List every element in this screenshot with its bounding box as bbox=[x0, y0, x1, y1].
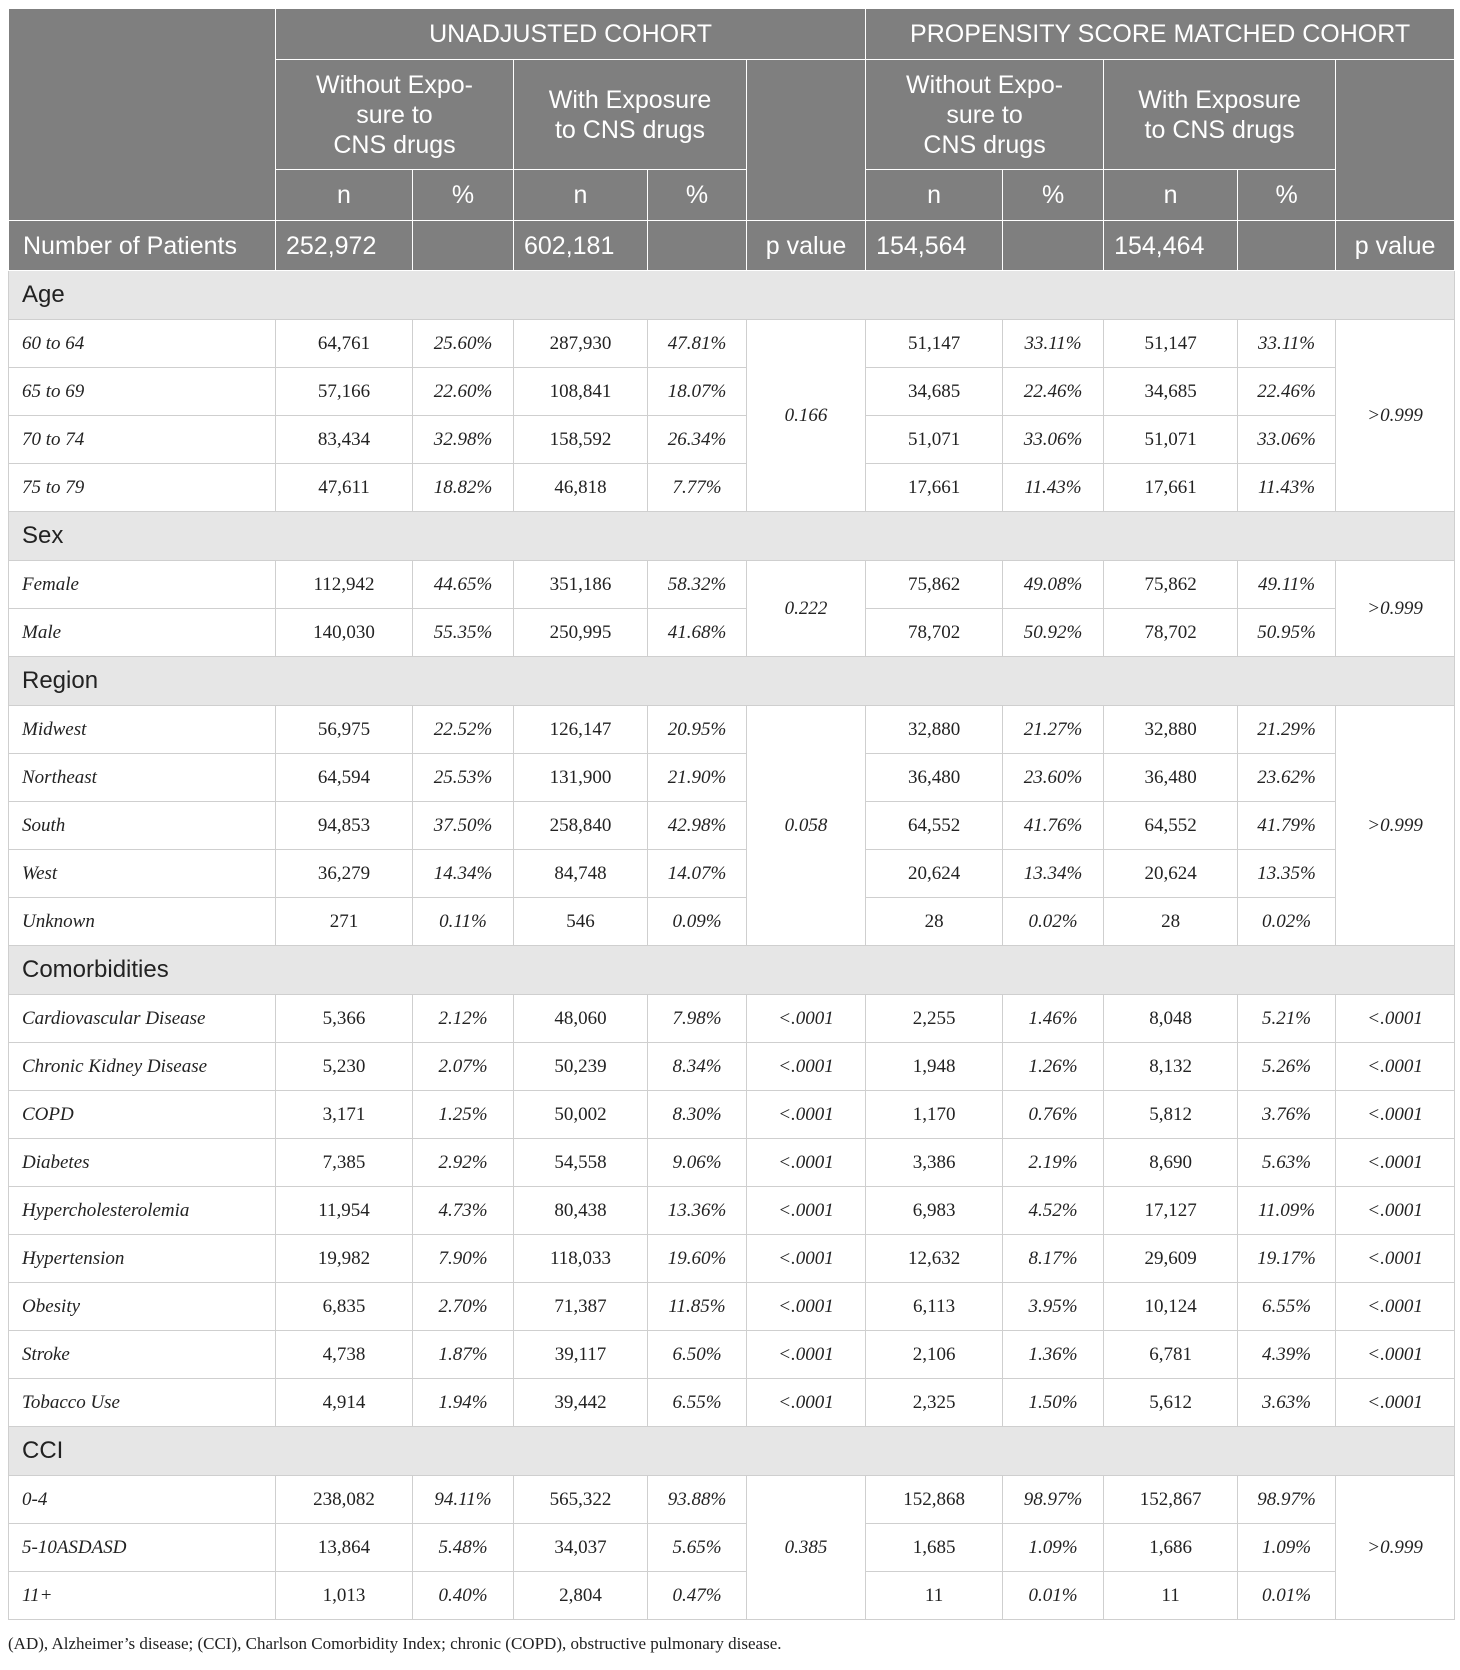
count-cell: 1,013 bbox=[276, 1572, 413, 1620]
count-cell: 158,592 bbox=[514, 416, 648, 464]
percent-cell: 47.81% bbox=[648, 320, 747, 368]
matched-p-value: <.0001 bbox=[1336, 1283, 1455, 1331]
count-cell: 20,624 bbox=[866, 850, 1003, 898]
percent-cell: 23.62% bbox=[1238, 754, 1336, 802]
count-cell: 3,386 bbox=[866, 1139, 1003, 1187]
percent-cell: 93.88% bbox=[648, 1476, 747, 1524]
count-cell: 57,166 bbox=[276, 368, 413, 416]
col-pct: % bbox=[1238, 170, 1336, 221]
col-n: n bbox=[276, 170, 413, 221]
count-cell: 19,982 bbox=[276, 1235, 413, 1283]
percent-cell: 26.34% bbox=[648, 416, 747, 464]
count-cell: 13,864 bbox=[276, 1524, 413, 1572]
table-header bbox=[9, 9, 1455, 271]
count-cell: 140,030 bbox=[276, 609, 413, 657]
table-body bbox=[9, 271, 1455, 1620]
table-row bbox=[9, 802, 1455, 850]
percent-cell: 3.95% bbox=[1003, 1283, 1104, 1331]
percent-cell: 6.50% bbox=[648, 1331, 747, 1379]
table-row bbox=[9, 1476, 1455, 1524]
count-cell: 250,995 bbox=[514, 609, 648, 657]
percent-cell: 5.48% bbox=[413, 1524, 514, 1572]
table-row bbox=[9, 609, 1455, 657]
percent-cell: 14.07% bbox=[648, 850, 747, 898]
count-cell: 4,914 bbox=[276, 1379, 413, 1427]
percent-cell: 25.60% bbox=[413, 320, 514, 368]
matched-p-value: <.0001 bbox=[1336, 1091, 1455, 1139]
percent-cell: 22.52% bbox=[413, 706, 514, 754]
count-cell: 118,033 bbox=[514, 1235, 648, 1283]
percent-cell: 18.07% bbox=[648, 368, 747, 416]
percent-cell: 8.30% bbox=[648, 1091, 747, 1139]
count-cell: 7,385 bbox=[276, 1139, 413, 1187]
count-cell: 83,434 bbox=[276, 416, 413, 464]
table-row bbox=[9, 1283, 1455, 1331]
percent-cell: 22.46% bbox=[1003, 368, 1104, 416]
unadj-without-exposure-header: Without Expo- sure to CNS drugs bbox=[276, 60, 514, 170]
percent-cell: 9.06% bbox=[648, 1139, 747, 1187]
count-cell: 36,480 bbox=[1104, 754, 1238, 802]
table-row bbox=[9, 1139, 1455, 1187]
unadjusted-p-value: <.0001 bbox=[747, 1139, 866, 1187]
unadj-pvalue-header: p value bbox=[747, 221, 866, 271]
table-row bbox=[9, 850, 1455, 898]
matched-without-total: 154,564 bbox=[866, 221, 1003, 271]
count-cell: 56,975 bbox=[276, 706, 413, 754]
unadj-without-total: 252,972 bbox=[276, 221, 413, 271]
row-label: 65 to 69 bbox=[9, 368, 276, 416]
row-label: West bbox=[9, 850, 276, 898]
count-cell: 32,880 bbox=[1104, 706, 1238, 754]
count-cell: 351,186 bbox=[514, 561, 648, 609]
matched-p-value: >0.999 bbox=[1336, 706, 1455, 946]
count-cell: 78,702 bbox=[1104, 609, 1238, 657]
count-cell: 152,868 bbox=[866, 1476, 1003, 1524]
row-label: Unknown bbox=[9, 898, 276, 946]
unadjusted-cohort-header: UNADJUSTED COHORT bbox=[276, 9, 866, 60]
percent-cell: 41.76% bbox=[1003, 802, 1104, 850]
count-cell: 271 bbox=[276, 898, 413, 946]
percent-cell: 19.17% bbox=[1238, 1235, 1336, 1283]
percent-cell: 6.55% bbox=[648, 1379, 747, 1427]
percent-cell: 55.35% bbox=[413, 609, 514, 657]
col-n: n bbox=[514, 170, 648, 221]
count-cell: 5,366 bbox=[276, 995, 413, 1043]
row-label: 60 to 64 bbox=[9, 320, 276, 368]
count-cell: 46,818 bbox=[514, 464, 648, 512]
count-cell: 2,804 bbox=[514, 1572, 648, 1620]
matched-p-value: >0.999 bbox=[1336, 1476, 1455, 1620]
count-cell: 2,325 bbox=[866, 1379, 1003, 1427]
percent-cell: 0.01% bbox=[1003, 1572, 1104, 1620]
percent-cell: 14.34% bbox=[413, 850, 514, 898]
count-cell: 11 bbox=[1104, 1572, 1238, 1620]
percent-cell: 1.09% bbox=[1003, 1524, 1104, 1572]
table-row bbox=[9, 754, 1455, 802]
percent-cell: 19.60% bbox=[648, 1235, 747, 1283]
percent-cell: 41.68% bbox=[648, 609, 747, 657]
percent-cell: 33.11% bbox=[1238, 320, 1336, 368]
unadjusted-p-value: <.0001 bbox=[747, 1283, 866, 1331]
count-cell: 8,132 bbox=[1104, 1043, 1238, 1091]
count-cell: 8,690 bbox=[1104, 1139, 1238, 1187]
unadj-with-total: 602,181 bbox=[514, 221, 648, 271]
percent-cell: 4.52% bbox=[1003, 1187, 1104, 1235]
count-cell: 5,612 bbox=[1104, 1379, 1238, 1427]
percent-cell: 1.26% bbox=[1003, 1043, 1104, 1091]
percent-cell: 1.87% bbox=[413, 1331, 514, 1379]
percent-cell: 11.43% bbox=[1238, 464, 1336, 512]
count-cell: 50,239 bbox=[514, 1043, 648, 1091]
corner-cell bbox=[9, 9, 276, 221]
percent-cell: 1.94% bbox=[413, 1379, 514, 1427]
matched-p-value: <.0001 bbox=[1336, 1139, 1455, 1187]
count-cell: 238,082 bbox=[276, 1476, 413, 1524]
count-cell: 131,900 bbox=[514, 754, 648, 802]
percent-cell: 11.43% bbox=[1003, 464, 1104, 512]
col-pct: % bbox=[1003, 170, 1104, 221]
section-row bbox=[9, 946, 1455, 995]
unadjusted-p-value: <.0001 bbox=[747, 1331, 866, 1379]
count-cell: 4,738 bbox=[276, 1331, 413, 1379]
row-label: Hypercholesterolemia bbox=[9, 1187, 276, 1235]
percent-cell: 0.76% bbox=[1003, 1091, 1104, 1139]
count-cell: 108,841 bbox=[514, 368, 648, 416]
count-cell: 51,071 bbox=[1104, 416, 1238, 464]
percent-cell: 0.40% bbox=[413, 1572, 514, 1620]
count-cell: 3,171 bbox=[276, 1091, 413, 1139]
percent-cell: 11.09% bbox=[1238, 1187, 1336, 1235]
count-cell: 64,552 bbox=[866, 802, 1003, 850]
percent-cell: 50.95% bbox=[1238, 609, 1336, 657]
percent-cell: 98.97% bbox=[1238, 1476, 1336, 1524]
matched-pvalue-header: p value bbox=[1336, 221, 1455, 271]
footnote: (AD), Alzheimer’s disease; (CCI), Charlson Comorbidity Index; chronic (COPD), obstructive pulmonary disease. bbox=[8, 1634, 782, 1653]
percent-cell: 7.77% bbox=[648, 464, 747, 512]
percent-cell: 18.82% bbox=[413, 464, 514, 512]
percent-cell: 0.02% bbox=[1238, 898, 1336, 946]
count-cell: 1,685 bbox=[866, 1524, 1003, 1572]
row-label: 11+ bbox=[9, 1572, 276, 1620]
percent-cell: 3.63% bbox=[1238, 1379, 1336, 1427]
count-cell: 11,954 bbox=[276, 1187, 413, 1235]
unadjusted-p-value: <.0001 bbox=[747, 1043, 866, 1091]
unadjusted-p-value: 0.058 bbox=[747, 706, 866, 946]
percent-cell: 22.46% bbox=[1238, 368, 1336, 416]
row-label: Hypertension bbox=[9, 1235, 276, 1283]
percent-cell: 33.11% bbox=[1003, 320, 1104, 368]
unadjusted-p-value: 0.166 bbox=[747, 320, 866, 512]
row-label: Obesity bbox=[9, 1283, 276, 1331]
percent-cell: 41.79% bbox=[1238, 802, 1336, 850]
section-row bbox=[9, 657, 1455, 706]
percent-cell: 8.34% bbox=[648, 1043, 747, 1091]
section-title: CCI bbox=[9, 1427, 1455, 1476]
percent-cell: 23.60% bbox=[1003, 754, 1104, 802]
count-cell: 47,611 bbox=[276, 464, 413, 512]
matched-with-total: 154,464 bbox=[1104, 221, 1238, 271]
count-cell: 17,127 bbox=[1104, 1187, 1238, 1235]
table-row bbox=[9, 1235, 1455, 1283]
percent-cell: 4.73% bbox=[413, 1187, 514, 1235]
count-cell: 152,867 bbox=[1104, 1476, 1238, 1524]
count-cell: 6,113 bbox=[866, 1283, 1003, 1331]
section-title: Age bbox=[9, 271, 1455, 320]
percent-cell: 6.55% bbox=[1238, 1283, 1336, 1331]
count-cell: 64,552 bbox=[1104, 802, 1238, 850]
count-cell: 5,812 bbox=[1104, 1091, 1238, 1139]
percent-cell: 1.36% bbox=[1003, 1331, 1104, 1379]
row-label: Chronic Kidney Disease bbox=[9, 1043, 276, 1091]
count-cell: 36,480 bbox=[866, 754, 1003, 802]
percent-cell: 2.07% bbox=[413, 1043, 514, 1091]
count-cell: 84,748 bbox=[514, 850, 648, 898]
unadjusted-p-value: 0.222 bbox=[747, 561, 866, 657]
percent-cell: 2.92% bbox=[413, 1139, 514, 1187]
percent-cell: 37.50% bbox=[413, 802, 514, 850]
count-cell: 287,930 bbox=[514, 320, 648, 368]
count-cell: 50,002 bbox=[514, 1091, 648, 1139]
col-n: n bbox=[1104, 170, 1238, 221]
count-cell: 1,948 bbox=[866, 1043, 1003, 1091]
matched-p-value: >0.999 bbox=[1336, 561, 1455, 657]
percent-cell: 22.60% bbox=[413, 368, 514, 416]
matched-with-exposure-header: With Exposure to CNS drugs bbox=[1104, 60, 1336, 170]
percent-cell: 98.97% bbox=[1003, 1476, 1104, 1524]
percent-cell: 13.34% bbox=[1003, 850, 1104, 898]
count-cell: 112,942 bbox=[276, 561, 413, 609]
count-cell: 34,037 bbox=[514, 1524, 648, 1572]
count-cell: 6,835 bbox=[276, 1283, 413, 1331]
unadj-with-exposure-header: With Exposure to CNS drugs bbox=[514, 60, 747, 170]
section-row bbox=[9, 271, 1455, 320]
percent-cell: 1.50% bbox=[1003, 1379, 1104, 1427]
count-cell: 71,387 bbox=[514, 1283, 648, 1331]
matched-p-value: <.0001 bbox=[1336, 1043, 1455, 1091]
percent-cell: 0.02% bbox=[1003, 898, 1104, 946]
count-cell: 126,147 bbox=[514, 706, 648, 754]
count-cell: 39,117 bbox=[514, 1331, 648, 1379]
row-label: Northeast bbox=[9, 754, 276, 802]
count-cell: 28 bbox=[1104, 898, 1238, 946]
section-title: Sex bbox=[9, 512, 1455, 561]
percent-cell: 1.46% bbox=[1003, 995, 1104, 1043]
col-pct: % bbox=[413, 170, 514, 221]
count-cell: 6,983 bbox=[866, 1187, 1003, 1235]
percent-cell: 4.39% bbox=[1238, 1331, 1336, 1379]
percent-cell: 7.98% bbox=[648, 995, 747, 1043]
percent-cell: 1.09% bbox=[1238, 1524, 1336, 1572]
count-cell: 5,230 bbox=[276, 1043, 413, 1091]
section-title: Comorbidities bbox=[9, 946, 1455, 995]
percent-cell: 21.29% bbox=[1238, 706, 1336, 754]
unadjusted-p-value: <.0001 bbox=[747, 1091, 866, 1139]
percent-cell: 5.21% bbox=[1238, 995, 1336, 1043]
unadjusted-p-value: <.0001 bbox=[747, 995, 866, 1043]
percent-cell: 33.06% bbox=[1003, 416, 1104, 464]
table-row bbox=[9, 1091, 1455, 1139]
row-label: Male bbox=[9, 609, 276, 657]
count-cell: 10,124 bbox=[1104, 1283, 1238, 1331]
count-cell: 258,840 bbox=[514, 802, 648, 850]
percent-cell: 50.92% bbox=[1003, 609, 1104, 657]
section-row bbox=[9, 512, 1455, 561]
row-label: Diabetes bbox=[9, 1139, 276, 1187]
count-cell: 39,442 bbox=[514, 1379, 648, 1427]
percent-cell: 49.08% bbox=[1003, 561, 1104, 609]
count-cell: 565,322 bbox=[514, 1476, 648, 1524]
percent-cell: 3.76% bbox=[1238, 1091, 1336, 1139]
percent-cell: 2.70% bbox=[413, 1283, 514, 1331]
table-row bbox=[9, 706, 1455, 754]
percent-cell: 5.26% bbox=[1238, 1043, 1336, 1091]
matched-p-value: >0.999 bbox=[1336, 320, 1455, 512]
count-cell: 546 bbox=[514, 898, 648, 946]
percent-cell: 49.11% bbox=[1238, 561, 1336, 609]
unadjusted-p-value: <.0001 bbox=[747, 1379, 866, 1427]
matched-cohort-header: PROPENSITY SCORE MATCHED COHORT bbox=[866, 9, 1455, 60]
table-row bbox=[9, 995, 1455, 1043]
percent-cell: 7.90% bbox=[413, 1235, 514, 1283]
col-n: n bbox=[866, 170, 1003, 221]
count-cell: 54,558 bbox=[514, 1139, 648, 1187]
percent-cell: 58.32% bbox=[648, 561, 747, 609]
percent-cell: 33.06% bbox=[1238, 416, 1336, 464]
percent-cell: 2.12% bbox=[413, 995, 514, 1043]
count-cell: 51,071 bbox=[866, 416, 1003, 464]
row-label: 5-10ASDASD bbox=[9, 1524, 276, 1572]
row-label: South bbox=[9, 802, 276, 850]
section-title: Region bbox=[9, 657, 1455, 706]
row-label: Tobacco Use bbox=[9, 1379, 276, 1427]
table-row bbox=[9, 1331, 1455, 1379]
row-label: 70 to 74 bbox=[9, 416, 276, 464]
count-cell: 2,255 bbox=[866, 995, 1003, 1043]
count-cell: 34,685 bbox=[1104, 368, 1238, 416]
percent-cell: 25.53% bbox=[413, 754, 514, 802]
table-row bbox=[9, 1043, 1455, 1091]
count-cell: 80,438 bbox=[514, 1187, 648, 1235]
table-row bbox=[9, 368, 1455, 416]
count-cell: 20,624 bbox=[1104, 850, 1238, 898]
count-cell: 2,106 bbox=[866, 1331, 1003, 1379]
count-cell: 11 bbox=[866, 1572, 1003, 1620]
percent-cell: 21.90% bbox=[648, 754, 747, 802]
percent-cell: 21.27% bbox=[1003, 706, 1104, 754]
percent-cell: 13.36% bbox=[648, 1187, 747, 1235]
matched-p-value: <.0001 bbox=[1336, 1187, 1455, 1235]
count-cell: 64,761 bbox=[276, 320, 413, 368]
row-label: Female bbox=[9, 561, 276, 609]
count-cell: 8,048 bbox=[1104, 995, 1238, 1043]
count-cell: 17,661 bbox=[866, 464, 1003, 512]
percent-cell: 1.25% bbox=[413, 1091, 514, 1139]
matched-p-value: <.0001 bbox=[1336, 1379, 1455, 1427]
percent-cell: 13.35% bbox=[1238, 850, 1336, 898]
row-label: 75 to 79 bbox=[9, 464, 276, 512]
count-cell: 34,685 bbox=[866, 368, 1003, 416]
table-row bbox=[9, 320, 1455, 368]
unadjusted-p-value: 0.385 bbox=[747, 1476, 866, 1620]
percent-cell: 2.19% bbox=[1003, 1139, 1104, 1187]
count-cell: 1,170 bbox=[866, 1091, 1003, 1139]
row-label: Stroke bbox=[9, 1331, 276, 1379]
count-cell: 29,609 bbox=[1104, 1235, 1238, 1283]
unadjusted-p-value: <.0001 bbox=[747, 1235, 866, 1283]
row-label: Cardiovascular Disease bbox=[9, 995, 276, 1043]
unadjusted-p-value: <.0001 bbox=[747, 1187, 866, 1235]
percent-cell: 0.11% bbox=[413, 898, 514, 946]
table-row bbox=[9, 1187, 1455, 1235]
percent-cell: 44.65% bbox=[413, 561, 514, 609]
percent-cell: 94.11% bbox=[413, 1476, 514, 1524]
count-cell: 75,862 bbox=[1104, 561, 1238, 609]
table-row bbox=[9, 561, 1455, 609]
percent-cell: 32.98% bbox=[413, 416, 514, 464]
count-cell: 51,147 bbox=[866, 320, 1003, 368]
matched-without-exposure-header: Without Expo- sure to CNS drugs bbox=[866, 60, 1104, 170]
row-label: Midwest bbox=[9, 706, 276, 754]
percent-cell: 0.01% bbox=[1238, 1572, 1336, 1620]
count-cell: 75,862 bbox=[866, 561, 1003, 609]
count-cell: 48,060 bbox=[514, 995, 648, 1043]
count-cell: 28 bbox=[866, 898, 1003, 946]
count-cell: 1,686 bbox=[1104, 1524, 1238, 1572]
percent-cell: 0.09% bbox=[648, 898, 747, 946]
number-of-patients-label: Number of Patients bbox=[9, 221, 276, 271]
unadj-pvalue-spacer bbox=[747, 60, 866, 221]
table-row bbox=[9, 416, 1455, 464]
col-pct: % bbox=[648, 170, 747, 221]
count-cell: 12,632 bbox=[866, 1235, 1003, 1283]
count-cell: 64,594 bbox=[276, 754, 413, 802]
section-row bbox=[9, 1427, 1455, 1476]
table-row bbox=[9, 898, 1455, 946]
table-row bbox=[9, 1572, 1455, 1620]
count-cell: 6,781 bbox=[1104, 1331, 1238, 1379]
percent-cell: 20.95% bbox=[648, 706, 747, 754]
percent-cell: 11.85% bbox=[648, 1283, 747, 1331]
count-cell: 94,853 bbox=[276, 802, 413, 850]
matched-pvalue-spacer bbox=[1336, 60, 1455, 221]
matched-p-value: <.0001 bbox=[1336, 995, 1455, 1043]
table-row bbox=[9, 1379, 1455, 1427]
percent-cell: 0.47% bbox=[648, 1572, 747, 1620]
cohort-table bbox=[8, 8, 1455, 1620]
count-cell: 36,279 bbox=[276, 850, 413, 898]
count-cell: 32,880 bbox=[866, 706, 1003, 754]
count-cell: 17,661 bbox=[1104, 464, 1238, 512]
percent-cell: 8.17% bbox=[1003, 1235, 1104, 1283]
row-label: COPD bbox=[9, 1091, 276, 1139]
row-label: 0-4 bbox=[9, 1476, 276, 1524]
matched-p-value: <.0001 bbox=[1336, 1331, 1455, 1379]
percent-cell: 5.63% bbox=[1238, 1139, 1336, 1187]
table-row bbox=[9, 1524, 1455, 1572]
count-cell: 78,702 bbox=[866, 609, 1003, 657]
count-cell: 51,147 bbox=[1104, 320, 1238, 368]
table-container bbox=[8, 8, 1454, 1620]
table-row bbox=[9, 464, 1455, 512]
percent-cell: 42.98% bbox=[648, 802, 747, 850]
percent-cell: 5.65% bbox=[648, 1524, 747, 1572]
matched-p-value: <.0001 bbox=[1336, 1235, 1455, 1283]
